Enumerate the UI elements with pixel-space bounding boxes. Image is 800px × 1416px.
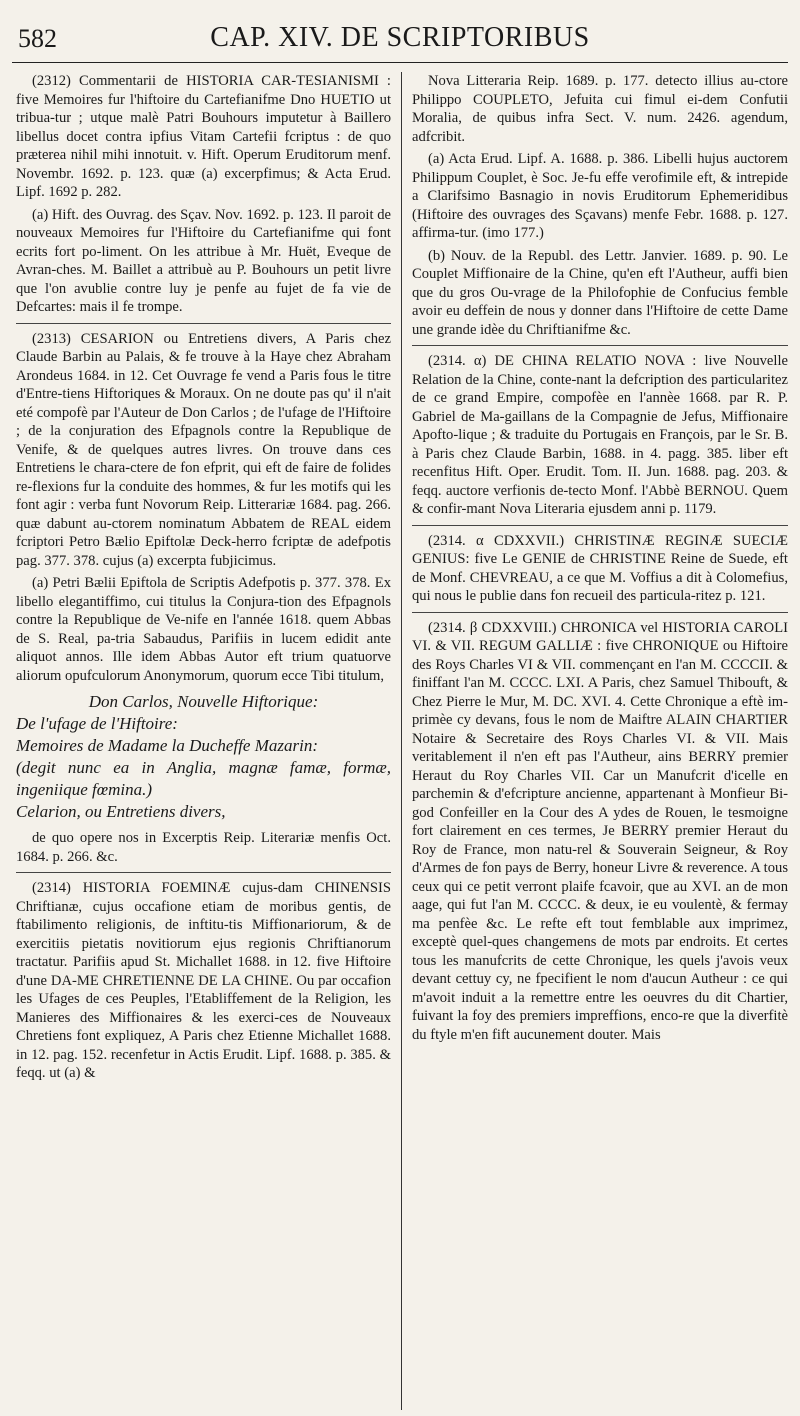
work-title-aside: (degit nunc ea in Anglia, magnæ famæ, formæ, ingeniique fœmina.)	[16, 758, 391, 799]
entry-2314-cdxxviii-text: (2314. β CDXXVIII.) CHRONICA vel HISTORIA CAROLI VI. & VII. REGUM GALLIÆ : five CHRONIQUE ou Hiftoire des Roys Charles VI & VII. commençant en l'an M. CCCCII. & finiffant l'an M. CCCC. LXI. A Paris, chez Samuel Thibouft, & Chez Pierre le Mur, M. DC. XVI. 4. Cette Chronique a eftè im-primèe cy devans, fous le nom de Maiftre ALAIN CHARTIER Notaire & Secretaire des Roys Charles VI. & VII. Mais veritablement il n'en eft pas l'Autheur, ains BERRY premier Heraut du Roy Charles VII. Car un Manufcrit d'icelle en parchemin & d'efcripture ancienne, appartenant à Monfieur Bi-god Confeiller en la Cour des A ydes de Rouen, le tesmoigne fort clairement en ces termes, Je BERRY premier Heraut du Roy de France, mon natu-rel & Souverain Seigneur, & Roy d'Armes de fon pays de Berry, honeur Livre & reverence. A tous ceux qui ce petit verront plaife fcavoir, que au XVI. an de mon aage, qui fut l'an M. CCCC. & deux, ie eu voulentè, & fermay ma penfèe &c. Le refte eft tout femblable aux imprimez, exceptè quel-ques changemens de mots par endroits. Et certes tous les manufcrits de cette Chronique, les quels j'avois veux devant cettuy cy, ne fpecifient le nom d'aucun Autheur : ce qui m'avoit induit a la remettre entre les oeuvres du dit Chartier, fuivant la foy des premiers impreffions, enco-re que la diverfitè du ftyle m'en fift aucunement douter. Mais	[412, 619, 788, 1043]
separator-rule	[16, 872, 391, 873]
entry-2314-cdxxvii-text: (2314. α CDXXVII.) CHRISTINÆ REGINÆ SUECIÆ GENIUS: five Le GENIE de CHRISTINE Reine de Suede, eft de Monf. CHEVREAU, a ce que M. Voffius a dit à Colomefius, qui nous le publie dans fon recueil des particula-ritez p. 121.	[412, 532, 788, 604]
entry-2313-text: (2313) CESARION ou Entretiens divers, A Paris chez Claude Barbin au Palais, & fe trouve à la Haye chez Abraham Arondeus 1684. in 12. Cet Ouvrage fe vend a Paris fous le titre d'Entre-tiens Hiftoriques & Moraux. On ne doute pas qu' il n'ait eté compofè par l'Auteur de Don Carlos ; de l'ufage de l'Hiftoire ; de la conjuration des Efpagnols contre la Republique de Venife, & de quelques autres livres. On trouve dans ces Entretiens le chara-ctere de fon efprit, qui eft de faire de folides re-flexions fur la conduite des hommes, & fur les motifs qui les font agir : verba funt Novorum Reip. Litterariæ 1684. pag. 266. quæ dabunt au-ctorem nominatum Abbatem de REAL eidem fcriptori Petro Bælio Epiftolæ Deck-herro fcriptæ de adefpotis pag. 377. 378. cujus (a) excerpta fubjicimus.	[16, 330, 391, 569]
entry-2312	[16, 72, 391, 317]
note-a: (a) Acta Erud. Lipf. A. 1688. p. 386. Libelli hujus auctorem Philippum Couplet, è Soc. Je-fu effe verofimile eft, & intrepide a Clarifsimo Basnagio in novis Eruditorum Ephemeridibus (Hiftoire des ouvrages des Sçavans) menfe Febr. 1688. p. 127. affirma-tur. (imo 177.)	[412, 151, 788, 241]
entry-2314-cdxxviii	[412, 619, 788, 1045]
continuation-text: Nova Litteraria Reip. 1689. p. 177. detecto illius au-ctore Philippo COUPLETO, Jefuita cui fimul ei-dem Confutii Moralia, de quibus infra Sect. V. num. 2426. agendum, adfcribit.	[412, 73, 788, 145]
entry-2313-note: (a) Petri Bælii Epiftola de Scriptis Adefpotis p. 377. 378. Ex libello elegantiffimo, cui titulus la Conjura-tion des Efpagnols contre la Republique de Ve-nife en l'année 1618. quem Abbas de S. Real, pa-tria Sabaudus, Parifiis in lucem edidit ante aliquot annos. Ille idem Abbas Autor eft trium quatuorve aliorum opufculorum Anonymorum, quorum ecce Tibi titulum,	[16, 575, 391, 684]
entry-2312-note: (a) Hift. des Ouvrag. des Sçav. Nov. 1692. p. 123. Il paroit de nouveaux Memoires fur l'Hiftoire du Cartefianifme qui font ecrits fort po-liment. On les attribue à Mr. Huët, Eveque de Avran-ches. M. Baillet a attribuè au P. Bouhours un petit livre que l'on avublie contre luy je penfe au fujet de fa vie de Defcartes: mais il fe trompe.	[16, 206, 391, 315]
left-column	[16, 72, 391, 1410]
separator-rule	[412, 345, 788, 346]
right-column	[412, 72, 788, 1410]
work-title-memoires-mazarin: Memoires de Madame la Ducheffe Mazarin:	[16, 736, 318, 755]
work-title-usage-histoire: De l'ufage de l'Hiftoire:	[16, 714, 178, 733]
entry-2314-continuation	[412, 72, 788, 339]
separator-rule	[16, 323, 391, 324]
entry-2314	[16, 879, 391, 1083]
separator-rule	[412, 525, 788, 526]
note-b: (b) Nouv. de la Republ. des Lettr. Janvier. 1689. p. 90. Le Couplet Miffionaire de la Chine, qu'en eft l'Autheur, auffi bien que du gros Ou-vrage de la Philofophie de Confucius femble avoir eu deffein de nous y donner dans l'Hiftoire de cette Dame une grande idèe du Chriftianifme &c.	[412, 247, 788, 338]
entry-2314-alpha	[412, 352, 788, 519]
column-divider	[401, 72, 402, 1410]
page-header	[12, 10, 788, 63]
entry-2313	[16, 330, 391, 867]
entry-2314-cdxxvii	[412, 532, 788, 606]
running-title: CAP. XIV. DE SCRIPTORIBUS	[210, 22, 590, 53]
entry-2314-text: (2314) HISTORIA FOEMINÆ cujus-dam CHINENSIS Chriftianæ, cujus occafione etiam de moribus gentis, de ftabilimento religionis, de inftitu-tis Miffionariorum, & de exercitiis pietatis novitiorum ejus regionis Chriftianorum tractatur. Parifiis apud St. Michallet 1688. in 12. five Hiftoire d'une DA-ME CHRETIENNE DE LA CHINE. Ou par occafion les Ufages de ces Peuples, l'Etabliffement de la Religion, les Manieres des Miffionaires & les exerci-ces de Nouveaux Chretiens font expliquez, A Paris chez Etienne Michallet 1688. in 12. pag. 152. recenfetur in Actis Erudit. Lipf. 1688. p. 385. & feqq. ut (a) &	[16, 880, 391, 1081]
entry-2314-alpha-text: (2314. α) DE CHINA RELATIO NOVA : live Nouvelle Relation de la Chine, conte-nant la defcription des particularitez de ce grand Empire, compofèe en l'annèe 1668. par R. P. Gabriel de Ma-gaillans de la Compagnie de Jefus, Miffionaire Apofto-lique ; & traduite du Portugais en François, par le Sr. B. à Paris chez Claude Barbin, 1688. in 4. pagg. 385. liber eft recenfitus Hift. Oper. Erudit. Tom. II. Jun. 1688. pag. 203. & feqq. auctore verfionis de-tecto Monf. l'Abbè BERNOU. Quem & confir-mant Nova Literaria ejusdem anni p. 1179.	[412, 353, 788, 517]
anonymous-works-list	[16, 691, 391, 823]
entry-2313-closing: de quo opere nos in Excerptis Reip. Literariæ menfis Oct. 1684. p. 266. &c.	[16, 830, 391, 865]
entry-2312-text: (2312) Commentarii de HISTORIA CAR-TESIANISMI : five Memoires fur l'hiftoire du Cartefianifme Dno HUETIO ut tribua-tur ; utque malè Patri Bouhours imputetur à Baillero libellus docet contra ipfius Vitam Cartefii fcriptus : de quo præterea nihil mihi innotuit. v. Hift. Operum Eruditorum menf. Novembr. 1692. p. 123. quæ (a) excerpfimus; & Acta Erud. Lipf. 1692 p. 282.	[16, 73, 391, 200]
work-title-celarion: Celarion, ou Entretiens divers,	[16, 802, 226, 821]
separator-rule	[412, 612, 788, 613]
page-number: 582	[18, 24, 57, 53]
work-title-don-carlos: Don Carlos, Nouvelle Hiftorique:	[88, 692, 319, 711]
